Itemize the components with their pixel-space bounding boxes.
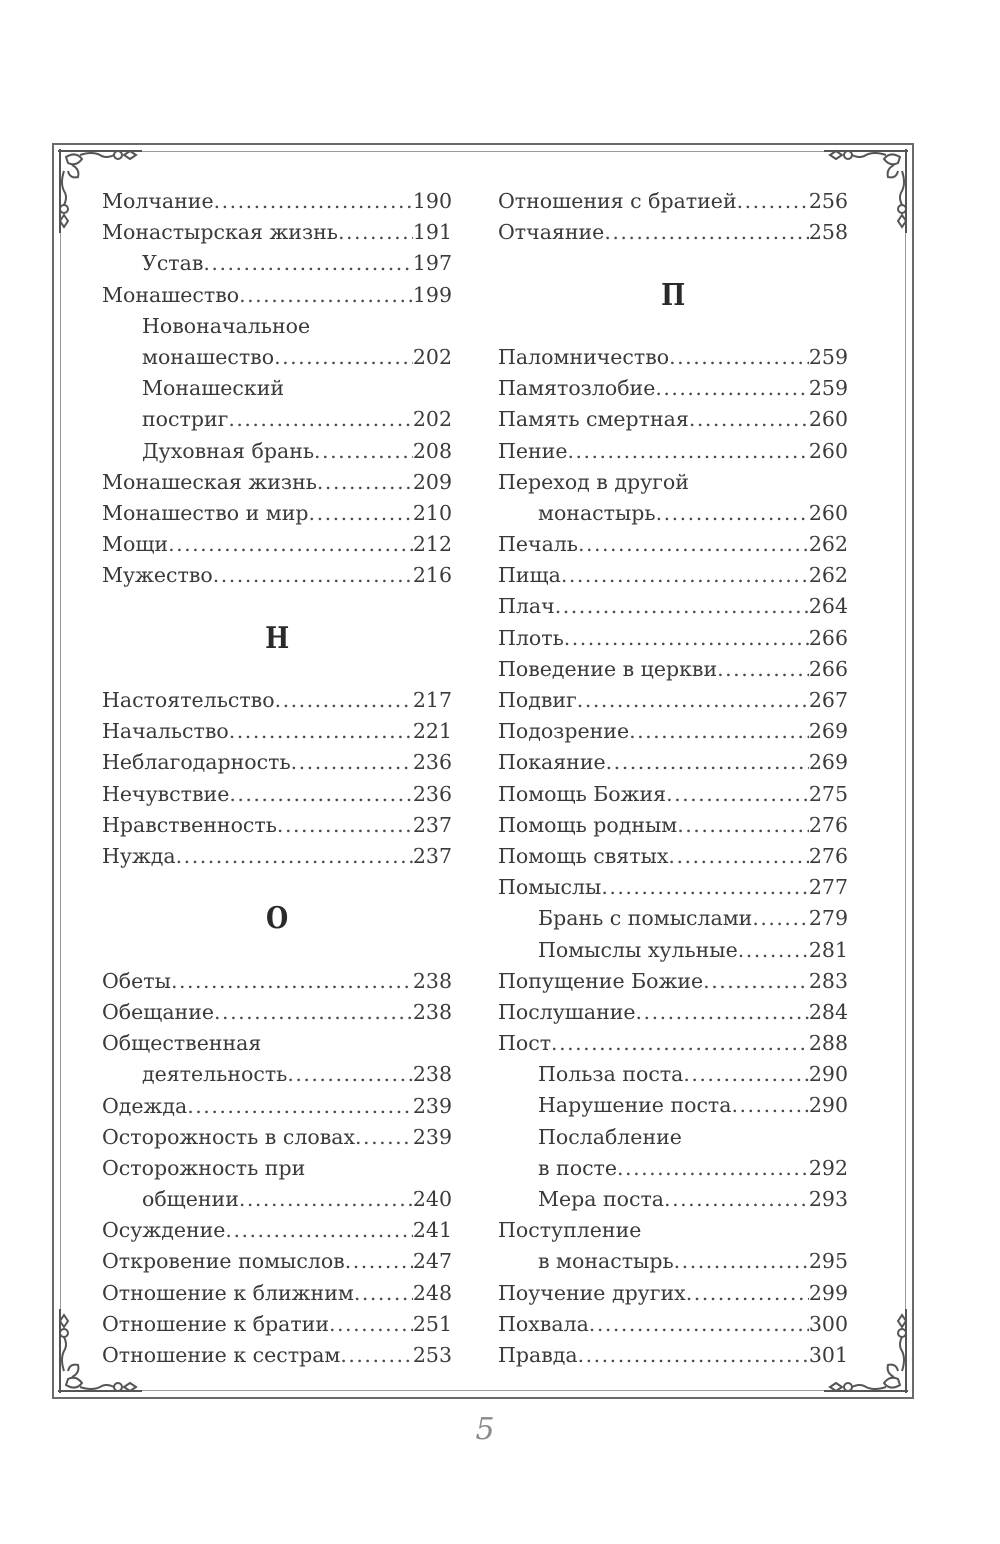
entry-label: Монашеский (142, 376, 285, 401)
dot-leader (737, 186, 809, 217)
index-entry[interactable] (498, 779, 848, 810)
dot-leader (239, 1184, 413, 1215)
entry-page-number: 259 (808, 344, 848, 369)
index-entry[interactable] (498, 966, 848, 997)
entry-page-number: 236 (412, 750, 452, 775)
dot-leader (287, 1059, 413, 1090)
index-entry[interactable] (498, 404, 848, 435)
dot-leader (655, 373, 809, 404)
entry-label: Плач (498, 594, 555, 619)
entry-page-number: 216 (412, 563, 452, 588)
index-entry-line (498, 1215, 848, 1246)
dot-leader (577, 685, 809, 716)
dot-leader (214, 186, 413, 217)
dot-leader (355, 1122, 413, 1153)
entry-page-number: 283 (808, 968, 848, 993)
entry-page-number: 290 (808, 1093, 848, 1118)
index-entry[interactable] (498, 685, 848, 716)
index-entry[interactable] (498, 186, 848, 217)
entry-label: Мера поста (538, 1187, 665, 1212)
entry-page-number: 259 (808, 376, 848, 401)
dot-leader (677, 810, 809, 841)
entry-page-number: 266 (808, 656, 848, 681)
entry-page-number: 202 (412, 407, 452, 432)
entry-page-number: 238 (412, 968, 452, 993)
entry-label: Правда (498, 1342, 578, 1367)
entry-label: Обеты (102, 968, 171, 993)
section-letter-heading (102, 591, 452, 685)
index-entry-line (102, 311, 452, 342)
dot-leader (168, 529, 413, 560)
dot-leader (275, 685, 413, 716)
dot-leader (317, 467, 413, 498)
dot-leader (340, 1340, 412, 1371)
index-entry[interactable] (102, 747, 452, 778)
entry-page-number: 239 (412, 1093, 452, 1118)
entry-label: Памятозлобие (498, 376, 656, 401)
entry-page-number: 301 (808, 1342, 848, 1367)
entry-label: Поучение других (498, 1280, 686, 1305)
entry-label: Послушание (498, 999, 636, 1024)
entry-label: Пение (498, 438, 568, 463)
index-column-left (102, 186, 452, 1371)
entry-page-number: 269 (808, 750, 848, 775)
entry-label: Осторожность в словах (102, 1124, 356, 1149)
index-entry[interactable] (498, 1153, 848, 1184)
entry-page-number: 210 (412, 500, 452, 525)
index-entry[interactable] (102, 966, 452, 997)
entry-page-number: 238 (412, 999, 452, 1024)
entry-label: Монастырская жизнь (102, 220, 338, 245)
index-entry[interactable] (102, 404, 452, 435)
entry-label: Отношение к ближним (102, 1280, 354, 1305)
index-entry[interactable] (102, 1340, 452, 1371)
entry-page-number: 236 (412, 781, 452, 806)
dot-leader (668, 841, 808, 872)
dot-leader (617, 1153, 809, 1184)
entry-label: Настоятельство (102, 688, 275, 713)
index-entry[interactable] (498, 903, 848, 934)
index-entry[interactable] (102, 217, 452, 248)
dot-leader (703, 966, 809, 997)
section-letter: О (265, 901, 289, 937)
entry-label: Помощь родным (498, 812, 678, 837)
dot-leader (578, 529, 809, 560)
entry-label: Память смертная (498, 407, 689, 432)
index-entry[interactable] (102, 186, 452, 217)
index-entry[interactable] (498, 716, 848, 747)
entry-page-number: 276 (808, 843, 848, 868)
entry-label: Нравственность (102, 812, 277, 837)
index-entry-line (102, 1028, 452, 1059)
entry-page-number: 288 (808, 1031, 848, 1056)
entry-page-number: 212 (412, 532, 452, 557)
index-entry[interactable] (498, 217, 848, 248)
dot-leader (291, 747, 413, 778)
index-entry[interactable] (102, 1091, 452, 1122)
entry-page-number: 284 (808, 999, 848, 1024)
index-entry-line (498, 467, 848, 498)
entry-page-number: 258 (808, 220, 848, 245)
entry-page-number: 199 (412, 282, 452, 307)
entry-page-number: 237 (412, 812, 452, 837)
entry-page-number: 262 (808, 563, 848, 588)
dot-leader (555, 591, 809, 622)
index-entry[interactable] (498, 1340, 848, 1371)
index-entry[interactable] (498, 1246, 848, 1277)
index-entry[interactable] (498, 623, 848, 654)
entry-label: в монастырь (538, 1249, 674, 1274)
dot-leader (683, 1059, 808, 1090)
dot-leader (229, 779, 413, 810)
index-entry[interactable] (102, 1278, 452, 1309)
entry-label: Поступление (498, 1218, 642, 1243)
entry-page-number: 240 (412, 1187, 452, 1212)
entry-page-number: 266 (808, 625, 848, 650)
dot-leader (601, 872, 809, 903)
entry-label: Печаль (498, 532, 578, 557)
index-entry[interactable] (498, 935, 848, 966)
entry-page-number: 277 (808, 875, 848, 900)
dot-leader (345, 1246, 413, 1277)
dot-leader (171, 966, 413, 997)
entry-label: Нечувствие (102, 781, 230, 806)
entry-page-number: 190 (412, 189, 452, 213)
entry-label: Помощь святых (498, 843, 669, 868)
index-entry[interactable] (102, 716, 452, 747)
index-entry[interactable] (498, 1278, 848, 1309)
entry-label: Общественная (102, 1031, 262, 1056)
entry-label: Польза поста (538, 1062, 684, 1087)
index-entry[interactable] (498, 1184, 848, 1215)
entry-page-number: 237 (412, 843, 452, 868)
entry-page-number: 293 (808, 1187, 848, 1212)
index-entry[interactable] (102, 560, 452, 591)
dot-leader (732, 1090, 809, 1121)
entry-page-number: 299 (808, 1280, 848, 1305)
entry-label: Обещание (102, 999, 215, 1024)
entry-page-number: 241 (412, 1218, 452, 1243)
entry-page-number: 256 (808, 189, 848, 213)
dot-leader (564, 623, 809, 654)
dot-leader (752, 903, 809, 934)
index-entry[interactable] (498, 560, 848, 591)
dot-leader (229, 716, 413, 747)
index-entry[interactable] (102, 1059, 452, 1090)
entry-page-number: 262 (808, 532, 848, 557)
dot-leader (225, 1215, 412, 1246)
entry-page-number: 191 (412, 220, 452, 245)
index-entry[interactable] (102, 685, 452, 716)
entry-label: Неблагодарность (102, 750, 291, 775)
section-letter-heading (102, 872, 452, 966)
index-entry[interactable] (102, 280, 452, 311)
entry-label: Паломничество (498, 344, 670, 369)
dot-leader (664, 1184, 809, 1215)
entry-page-number: 238 (412, 1062, 452, 1087)
index-entry[interactable] (498, 342, 848, 373)
index-entry[interactable] (102, 529, 452, 560)
dot-leader (274, 342, 413, 373)
entry-label: монашество (142, 344, 275, 369)
index-entry[interactable] (102, 342, 452, 373)
dot-leader (354, 1278, 413, 1309)
index-entry[interactable] (498, 529, 848, 560)
entry-page-number: 300 (808, 1311, 848, 1336)
index-entry[interactable] (102, 841, 452, 872)
entry-page-number: 253 (412, 1343, 452, 1367)
entry-page-number: 260 (808, 438, 848, 463)
entry-label: монастырь (538, 500, 656, 525)
entry-page-number: 197 (412, 251, 452, 276)
index-entry[interactable] (498, 841, 848, 872)
entry-label: Помощь Божия (498, 781, 667, 806)
entry-label: Мощи (102, 532, 169, 557)
index-entry[interactable] (102, 1184, 452, 1215)
entry-label: Плоть (498, 625, 564, 650)
section-letter: П (660, 277, 686, 313)
dot-leader (239, 280, 413, 311)
entry-label: Осторожность при (102, 1155, 306, 1180)
entry-label: Переход в другой (498, 469, 689, 494)
section-letter: Н (264, 620, 290, 656)
index-entry[interactable] (498, 373, 848, 404)
entry-page-number: 276 (808, 812, 848, 837)
entry-label: в посте (538, 1155, 618, 1180)
index-entry[interactable] (102, 498, 452, 529)
dot-leader (213, 560, 413, 591)
index-entry[interactable] (102, 1246, 452, 1277)
entry-page-number: 260 (808, 500, 848, 525)
index-entry[interactable] (102, 1122, 452, 1153)
entry-label: Монашество и мир (102, 500, 309, 525)
entry-page-number: 279 (808, 906, 848, 931)
dot-leader (176, 841, 413, 872)
dot-leader (604, 217, 809, 248)
entry-label: Нужда (102, 843, 176, 868)
entry-page-number: 247 (412, 1249, 452, 1274)
index-entry[interactable] (102, 779, 452, 810)
entry-label: Мужество (102, 563, 213, 588)
dot-leader (314, 436, 413, 467)
dot-leader (551, 1028, 809, 1059)
entry-label: Нарушение поста (538, 1093, 732, 1118)
dot-leader (589, 1309, 809, 1340)
dot-leader (561, 560, 809, 591)
entry-label: Монашество (102, 282, 240, 307)
dot-leader (674, 1246, 809, 1277)
dot-leader (636, 997, 809, 1028)
entry-label: Покаяние (498, 750, 606, 775)
entry-label: общении (142, 1187, 239, 1212)
entry-page-number: 275 (808, 781, 848, 806)
index-entry[interactable] (102, 248, 452, 279)
entry-label: Помыслы (498, 875, 602, 900)
dot-leader (567, 436, 808, 467)
entry-label: постриг (142, 407, 229, 432)
index-entry[interactable] (498, 1090, 848, 1121)
index-entry[interactable] (102, 1309, 452, 1340)
dot-leader (738, 935, 809, 966)
entry-page-number: 290 (808, 1062, 848, 1087)
entry-label: Молчание (102, 189, 214, 213)
entry-page-number: 295 (808, 1249, 848, 1274)
dot-leader (187, 1091, 413, 1122)
dot-leader (578, 1340, 809, 1371)
entry-label: Отношение к сестрам (102, 1343, 341, 1367)
entry-label: Устав (142, 251, 204, 276)
index-entry[interactable] (498, 997, 848, 1028)
index-entry[interactable] (498, 436, 848, 467)
entry-page-number: 239 (412, 1124, 452, 1149)
dot-leader (689, 404, 809, 435)
entry-label: Подозрение (498, 719, 630, 744)
index-entry[interactable] (498, 591, 848, 622)
dot-leader (606, 747, 809, 778)
entry-label: Подвиг (498, 688, 577, 713)
entry-label: Помыслы хульные (538, 937, 738, 962)
dot-leader (629, 716, 809, 747)
entry-page-number: 221 (412, 719, 452, 744)
entry-label: Отношения с братией (498, 189, 737, 213)
entry-label: Новоначальное (142, 313, 311, 338)
dot-leader (669, 342, 809, 373)
entry-page-number: 251 (412, 1311, 452, 1336)
entry-label: Духовная брань (142, 438, 315, 463)
index-entry[interactable] (498, 872, 848, 903)
entry-page-number: 202 (412, 344, 452, 369)
index-entry[interactable] (498, 1059, 848, 1090)
entry-page-number: 281 (808, 937, 848, 962)
index-entry[interactable] (102, 436, 452, 467)
index-entry[interactable] (498, 747, 848, 778)
entry-label: Поведение в церкви (498, 656, 718, 681)
entry-label: Отчаяние (498, 220, 605, 245)
section-letter-heading (498, 248, 848, 342)
entry-page-number: 209 (412, 469, 452, 494)
index-entry[interactable] (102, 997, 452, 1028)
entry-label: Откровение помыслов (102, 1249, 345, 1274)
entry-label: Похвала (498, 1311, 589, 1336)
index-entry[interactable] (498, 498, 848, 529)
dot-leader (228, 404, 413, 435)
index-column-right (498, 186, 848, 1371)
dot-leader (277, 810, 413, 841)
entry-label: Отношение к братии (102, 1311, 330, 1336)
entry-label: Монашеская жизнь (102, 469, 317, 494)
index-entry[interactable] (498, 1309, 848, 1340)
entry-page-number: 217 (412, 688, 452, 713)
dot-leader (338, 217, 413, 248)
entry-label: Пища (498, 563, 561, 588)
entry-label: Начальство (102, 719, 229, 744)
index-entry[interactable] (102, 467, 452, 498)
dot-leader (666, 779, 809, 810)
entry-page-number: 248 (412, 1280, 452, 1305)
entry-page-number: 260 (808, 407, 848, 432)
entry-label: деятельность (142, 1062, 288, 1087)
index-entry-line (102, 373, 452, 404)
index-entry[interactable] (498, 810, 848, 841)
index-entry[interactable] (498, 1028, 848, 1059)
entry-label: Пост (498, 1031, 552, 1056)
dot-leader (686, 1278, 809, 1309)
entry-page-number: 292 (808, 1155, 848, 1180)
entry-page-number: 267 (808, 688, 848, 713)
index-entry-line (102, 1153, 452, 1184)
index-entry[interactable] (498, 654, 848, 685)
page-number: 5 (475, 1412, 495, 1447)
entry-label: Послабление (538, 1124, 682, 1149)
dot-leader (309, 498, 413, 529)
dot-leader (717, 654, 809, 685)
entry-page-number: 208 (412, 438, 452, 463)
entry-label: Одежда (102, 1093, 188, 1118)
entry-label: Попущение Божие (498, 968, 704, 993)
entry-page-number: 269 (808, 719, 848, 744)
index-entry-line (498, 1122, 848, 1153)
dot-leader (329, 1309, 413, 1340)
dot-leader (214, 997, 413, 1028)
entry-label: Осуждение (102, 1218, 226, 1243)
entry-label: Брань с помыслами (538, 906, 753, 931)
dot-leader (656, 498, 809, 529)
index-entry[interactable] (102, 1215, 452, 1246)
index-entry[interactable] (102, 810, 452, 841)
dot-leader (203, 248, 412, 279)
entry-page-number: 264 (808, 594, 848, 619)
